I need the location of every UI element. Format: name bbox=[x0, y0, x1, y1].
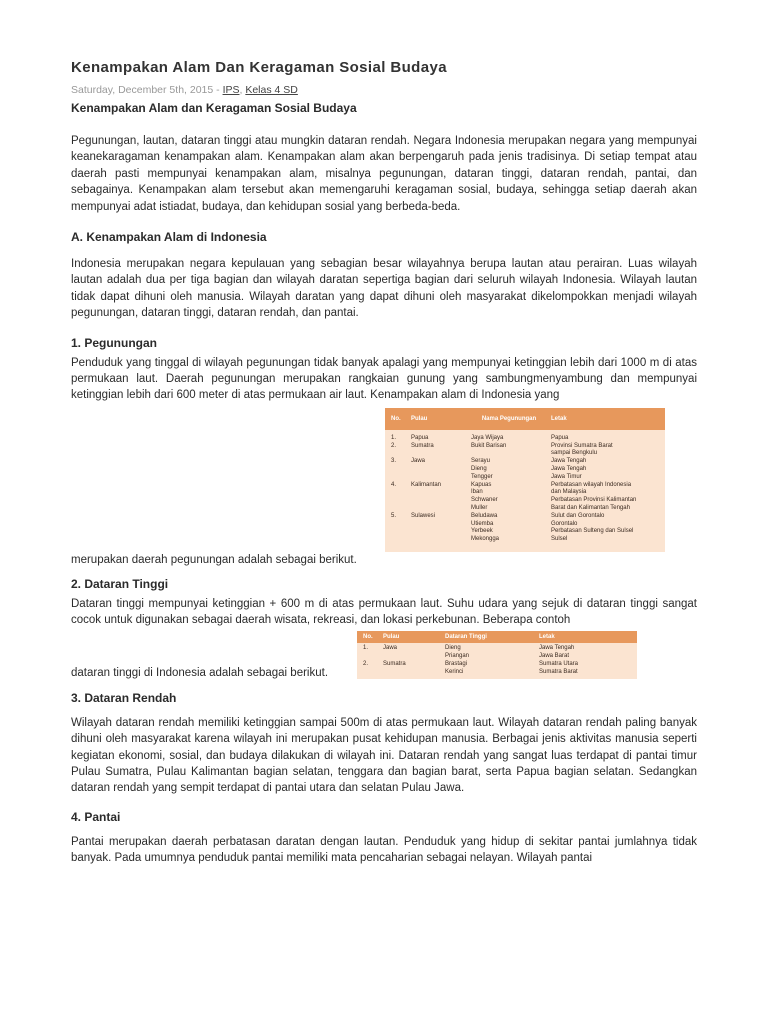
section-1-heading: 1. Pegunungan bbox=[71, 335, 158, 350]
table-header-cell: No. bbox=[363, 633, 373, 640]
article bbox=[71, 58, 697, 867]
table-cell: Kalimantan bbox=[411, 481, 442, 488]
mountain-table-body bbox=[385, 430, 665, 544]
plateau-block bbox=[71, 629, 697, 686]
table-cell: Gorontalo bbox=[551, 520, 578, 527]
table-cell: Perbatasan wilayah Indonesia bbox=[551, 481, 632, 488]
table-row bbox=[357, 644, 637, 652]
table-cell bbox=[407, 528, 467, 536]
table-cell bbox=[385, 521, 407, 529]
table-cell: Jawa bbox=[383, 644, 398, 651]
table-cell: Sulsel bbox=[551, 536, 568, 543]
table-cell bbox=[385, 505, 407, 513]
table-row bbox=[385, 443, 665, 451]
table-header-cell: Letak bbox=[551, 415, 567, 422]
table-cell: Sumatra bbox=[411, 442, 434, 449]
plateau-table-body bbox=[357, 643, 637, 677]
table-cell bbox=[407, 466, 467, 474]
table-header-cell: Pulau bbox=[411, 415, 428, 422]
section-1-tail: merupakan daerah pegunungan adalah sebagai berikut. bbox=[71, 553, 357, 566]
plateau-table-image bbox=[357, 631, 637, 679]
table-cell: Perbatasan Sulteng dan Sulsel bbox=[551, 528, 634, 535]
table-cell: 5. bbox=[391, 512, 397, 519]
table-row bbox=[357, 652, 637, 660]
table-cell: Mekongga bbox=[471, 536, 500, 543]
article-subtitle: Kenampakan Alam dan Keragaman Sosial Budaya bbox=[71, 101, 357, 115]
table-cell: Dieng bbox=[445, 644, 461, 651]
table-row bbox=[385, 528, 665, 536]
table-row bbox=[385, 458, 665, 466]
table-cell: Beludawa bbox=[471, 512, 498, 519]
mountain-table-header bbox=[385, 408, 665, 430]
table-cell bbox=[407, 521, 467, 529]
category-link-ips[interactable]: IPS bbox=[222, 84, 240, 96]
table-cell bbox=[385, 497, 407, 505]
table-header-cell: Nama Pegunungan bbox=[481, 415, 537, 422]
table-cell bbox=[385, 489, 407, 497]
table-row bbox=[385, 450, 665, 458]
table-cell bbox=[385, 450, 407, 458]
table-row bbox=[385, 489, 665, 497]
table-row bbox=[385, 505, 665, 513]
table-cell bbox=[357, 652, 379, 660]
section-3-paragraph: Wilayah dataran rendah memiliki ketinggian sampai 500m di atas permukaan laut. Wilayah dataran rendah paling banyak dihuni oleh masyarakat karena wilayah ini merupakan pusat kehidupan manusia. Berbagai jenis aktivitas manusia seperti kegiatan ekonomi, sosial, dan budaya dilakukan di wilayah ini. Dataran rendah yang sangat luas terdapat di pantai timur Pulau Sumatra, Pulau Kalimantan bagian selatan, tenggara dan bagian barat, serta Papua bagian selatan. Sedangkan dataran rendah yang sempit terdapat di pantai utara dan selatan Pulau Jawa. bbox=[71, 716, 697, 795]
table-row bbox=[357, 660, 637, 668]
table-cell: Muller bbox=[471, 505, 488, 512]
table-cell: Jawa Tengah bbox=[539, 644, 575, 651]
table-row bbox=[357, 668, 637, 676]
table-cell bbox=[407, 536, 467, 544]
table-cell: Kapuas bbox=[471, 481, 492, 488]
mountain-block bbox=[71, 404, 697, 570]
mountain-table-image bbox=[385, 408, 665, 552]
section-1-paragraph: Penduduk yang tinggal di wilayah pegunungan tidak banyak apalagi yang mempunyai ketinggian lebih dari 1000 m di atas permukaan laut. Daerah pegunungan merupakan rangkaian gunung yang sambungmenyambung dan mempunyai ketinggian lebih dari 600 meter di atas permukaan air laut. Kenampakan alam di Indonesia yang bbox=[71, 356, 697, 402]
table-cell: Kerinci bbox=[445, 669, 464, 676]
table-cell bbox=[385, 528, 407, 536]
table-cell: Jawa Tengah bbox=[551, 458, 587, 465]
table-cell: sampai Bengkulu bbox=[551, 450, 598, 457]
table-cell bbox=[385, 466, 407, 474]
table-cell: 2. bbox=[363, 661, 369, 668]
section-2-heading: 2. Dataran Tinggi bbox=[71, 576, 169, 591]
table-cell bbox=[407, 450, 467, 458]
intro-paragraph: Pegunungan, lautan, dataran tinggi atau mungkin dataran rendah. Negara Indonesia merupakan negara yang mempunyai keanekaragaman kenampakan alam. Kenampakan alam akan berpengaruh pada jenis tradisinya. Di setiap tempat atau daerah pasti mempunyai kenampakan alam, misalnya pegunungan, dataran tinggi, dataran rendah, pantai, dan sebagainya. Kenampakan alam tersebut akan memengaruhi keragaman sosial, budaya, sehingga setiap daerah akan mempunyai adat istiadat, budaya, dan kehidupan sosial yang berbeda-beda. bbox=[71, 135, 697, 213]
table-cell bbox=[407, 474, 467, 482]
table-cell: Perbatasan Provinsi Kalimantan bbox=[551, 497, 637, 504]
table-cell: Bukit Barisan bbox=[471, 442, 507, 449]
table-cell: dan Malaysia bbox=[551, 489, 587, 496]
post-meta bbox=[71, 83, 697, 97]
table-cell: Sumatra Barat bbox=[539, 669, 578, 676]
section-3-heading: 3. Dataran Rendah bbox=[71, 690, 177, 705]
table-row bbox=[385, 536, 665, 544]
category-separator: , bbox=[239, 84, 246, 96]
table-cell bbox=[407, 497, 467, 505]
table-cell: 4. bbox=[391, 481, 397, 488]
section-4-paragraph: Pantai merupakan daerah perbatasan daratan dengan lautan. Penduduk yang hidup di sekitar pantai jumlahnya tidak banyak. Pada umumnya penduduk pantai memiliki mata pencaharian sebagai nelayan. Wilayah pantai bbox=[71, 835, 697, 865]
table-cell: Papua bbox=[551, 434, 569, 441]
section-a-heading: A. Kenampakan Alam di Indonesia bbox=[71, 230, 267, 245]
table-header-cell: No. bbox=[391, 415, 401, 422]
table-row bbox=[385, 513, 665, 521]
table-row bbox=[385, 497, 665, 505]
table-cell: Priangan bbox=[445, 652, 470, 659]
table-cell: Sumatra Utara bbox=[539, 661, 579, 668]
section-a-paragraph: Indonesia merupakan negara kepulauan yang sebagian besar wilayahnya berupa lautan atau perairan. Luas wilayah lautan adalah dua per tiga bagian dan wilayah daratan sepertiga bagian dari seluruh wilayah Indonesia. Wilayah lautan tidak dapat dihuni oleh manusia. Wilayah daratan yang dapat dihuni oleh masyarakat dikelompokkan menjadi wilayah pegunungan, dataran tinggi, dataran rendah, dan pantai. bbox=[71, 258, 697, 320]
table-cell: Schwaner bbox=[471, 497, 498, 504]
table-cell: Jaya Wijaya bbox=[471, 434, 504, 441]
table-cell: 1. bbox=[391, 434, 397, 441]
table-cell: Tengger bbox=[471, 473, 493, 480]
table-cell: Iban bbox=[471, 489, 483, 496]
table-cell: Brastagi bbox=[445, 661, 468, 668]
table-header-cell: Dataran Tinggi bbox=[445, 633, 487, 640]
table-cell: Jawa Barat bbox=[539, 652, 570, 659]
table-cell: Jawa bbox=[411, 458, 426, 465]
table-cell: Utiemba bbox=[471, 520, 494, 527]
section-2-paragraph: Dataran tinggi mempunyai ketinggian + 600 m di atas permukaan laut. Suhu udara yang sejuk di dataran tinggi sangat cocok untuk digunakan sebagai daerah wisata, rekreasi, dan lokasi perkebunan. Beberapa contoh bbox=[71, 597, 697, 627]
table-cell: Jawa Tengah bbox=[551, 466, 587, 473]
table-cell bbox=[385, 474, 407, 482]
table-cell: Serayu bbox=[471, 458, 491, 465]
page-title: Kenampakan Alam Dan Keragaman Sosial Budaya bbox=[71, 59, 447, 76]
table-cell: Sulawesi bbox=[411, 512, 436, 519]
table-header-cell: Letak bbox=[539, 633, 555, 640]
table-cell: Sulut dan Gorontalo bbox=[551, 512, 605, 519]
post-date: Saturday, December 5th, 2015 - bbox=[71, 84, 223, 96]
table-cell bbox=[379, 652, 441, 660]
table-cell: Sumatra bbox=[383, 661, 406, 668]
section-2-tail: dataran tinggi di Indonesia adalah sebagai berikut. bbox=[71, 666, 329, 679]
table-cell: Jawa Timur bbox=[551, 473, 582, 480]
plateau-table-header bbox=[357, 631, 637, 643]
table-cell: 1. bbox=[363, 644, 369, 651]
table-cell bbox=[385, 536, 407, 544]
section-4-heading: 4. Pantai bbox=[71, 809, 121, 824]
table-cell bbox=[467, 450, 547, 458]
table-cell: Papua bbox=[411, 434, 429, 441]
table-header-cell: Pulau bbox=[383, 633, 400, 640]
table-cell: 2. bbox=[391, 442, 397, 449]
table-cell bbox=[357, 668, 379, 676]
table-row bbox=[385, 435, 665, 443]
table-cell: Dieng bbox=[471, 466, 487, 473]
table-row bbox=[385, 521, 665, 529]
table-cell bbox=[407, 489, 467, 497]
table-cell: Provinsi Sumatra Barat bbox=[551, 442, 613, 449]
table-cell: Yerbeek bbox=[471, 528, 493, 535]
table-cell bbox=[379, 668, 441, 676]
table-cell: 3. bbox=[391, 458, 397, 465]
table-row bbox=[385, 474, 665, 482]
table-cell bbox=[407, 505, 467, 513]
table-row bbox=[385, 466, 665, 474]
table-cell: Barat dan Kalimantan Tengah bbox=[551, 505, 630, 512]
category-link-kelas-4-sd[interactable]: Kelas 4 SD bbox=[245, 84, 298, 96]
table-row bbox=[385, 482, 665, 490]
